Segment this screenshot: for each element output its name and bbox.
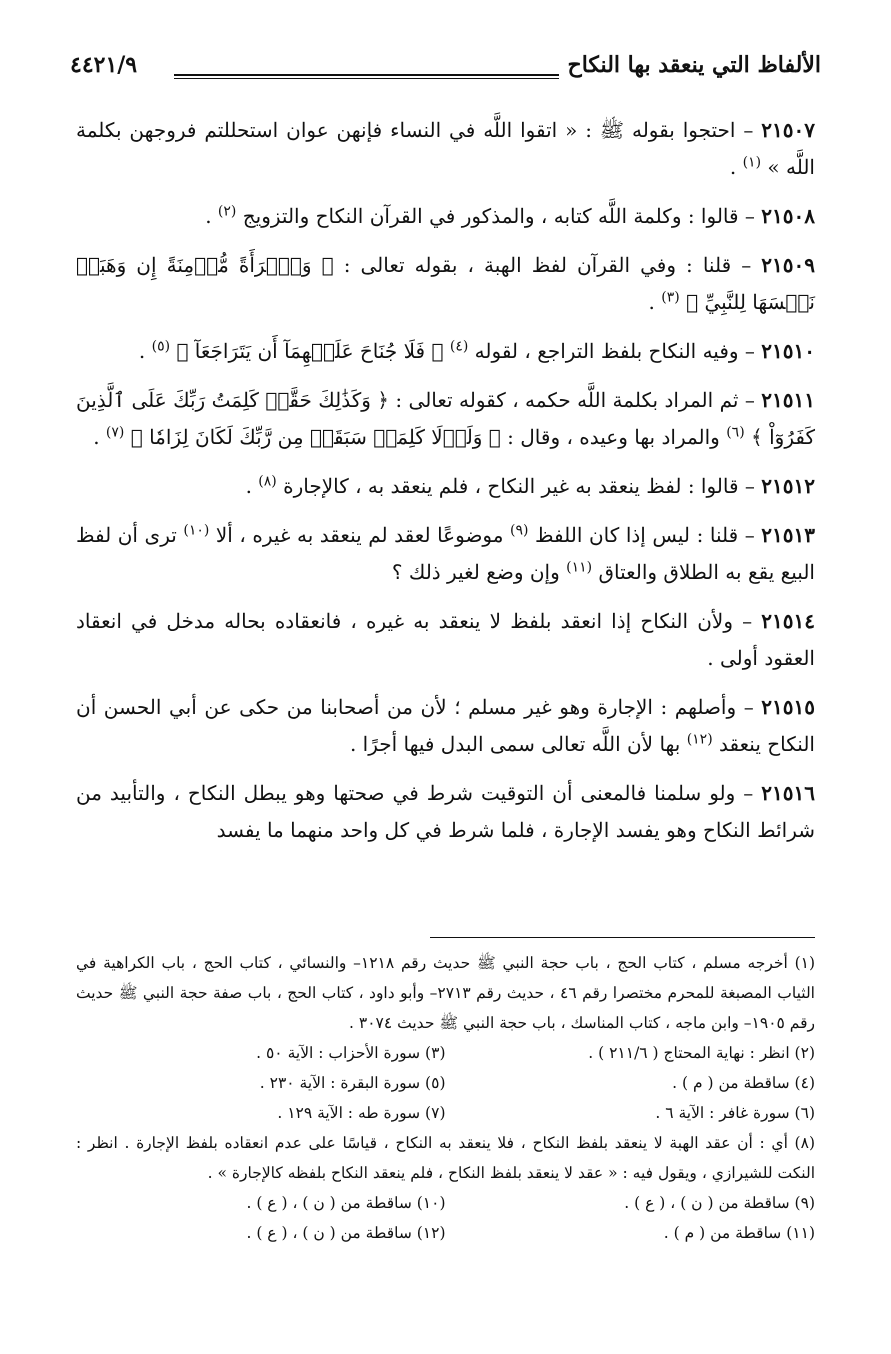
paragraph-text: – قلنا : وفي القرآن لفظ الهبة ، بقوله تعالى : ﴿ وَٱمۡرَأَةً مُّؤۡمِنَةً إِن وَهَبَتۡ نَفۡسَهَا لِلنَّبِيِّ ﴾ (76, 253, 815, 314)
footnote-marker: (٩) (510, 522, 529, 539)
footnote-8: (٨) أي : أن عقد الهبة لا ينعقد بلفظ النكاح ، فلا ينعقد به النكاح ، قياسًا على عدم انعقاده بلفظ الإجارة . انظر : النكت للشيرازي ، ويقول فيه : « عقد لا ينعقد بلفظ النكاح ، فلم ينعقد النكاح بلفظه كالإجارة » . (76, 1134, 815, 1182)
paragraph-text: . (648, 290, 662, 314)
footnote-10: (١٠) ساقطة من ( ن ) ، ( ع ) . (246, 1194, 446, 1212)
footnote-marker: (١١) (566, 559, 593, 576)
footnote-separator (430, 937, 815, 938)
footnote-3: (٣) سورة الأحزاب : الآية ٥٠ . (256, 1044, 446, 1062)
paragraph (76, 775, 815, 849)
paragraph-number: ٢١٥١٠ (761, 339, 815, 363)
paragraph (76, 333, 815, 370)
main-text (76, 112, 815, 861)
paragraph-text: . (138, 339, 152, 363)
paragraph-text: . (93, 425, 106, 449)
footnote-1: (١) أخرجه مسلم ، كتاب الحج ، باب حجة النبي ﷺ حديث رقم ١٢١٨– والنسائي ، كتاب الحج ، باب الكراهية في الثياب المصبغة للمحرم مختصرا رقم ٤٦ ، حديث رقم ٢٧١٣– وأبو داود ، كتاب الحج ، باب صفة حجة النبي ﷺ حديث رقم ١٩٠٥– وابن ماجه ، كتاب المناسك ، باب حجة النبي ﷺ حديث ٣٠٧٤ . (76, 954, 816, 1032)
paragraph-text: – احتجوا بقوله ﷺ : « اتقوا اللَّه في النساء فإنهن عوان استحللتم فروجهن بكلمة اللَّه » (76, 118, 815, 179)
footnote-9: (٩) ساقطة من ( ن ) ، ( ع ) . (624, 1194, 815, 1212)
paragraph-text: والمراد بها وعيده ، وقال : ﴿ وَلَوۡلَا كَلِمَةٞ سَبَقَتۡ مِن رَّبِّكَ لَكَانَ لِزَامٗا ﴾ (124, 425, 727, 449)
footnote-12: (١٢) ساقطة من ( ن ) ، ( ع ) . (246, 1224, 446, 1242)
footnote-marker: (٣) (661, 289, 680, 306)
footnote-marker: (١٢) (686, 731, 713, 748)
paragraph (76, 382, 815, 456)
page-number: ٤٤٢١/٩ (70, 52, 138, 78)
paragraph (76, 517, 815, 591)
running-header (70, 52, 821, 92)
paragraph (76, 603, 815, 677)
paragraph-text: – ثم المراد بكلمة اللَّه حكمه ، كقوله تعالى : ﴿ وَكَذَٰلِكَ حَقَّتۡ كَلِمَتُ رَبِّكَ عَلَى ٱلَّذِينَ كَفَرُوٓاْ ﴾ (76, 388, 815, 449)
footnote-marker: (١٠) (183, 522, 210, 539)
footnote-11: (١١) ساقطة من ( م ) . (663, 1224, 815, 1242)
footnote-marker: (٢) (217, 203, 237, 220)
paragraph (76, 112, 815, 186)
paragraph-text: . (729, 155, 743, 179)
paragraph-text: – قالوا : لفظ ينعقد به غير النكاح ، فلم ينعقد به ، كالإجارة (276, 474, 762, 498)
paragraph-text: – قالوا : وكلمة اللَّه كتابه ، والمذكور في القرآن النكاح والتزويج (236, 204, 762, 228)
footnote-marker: (٤) (449, 338, 469, 355)
footnote-marker: (٦) (726, 424, 745, 441)
paragraph (76, 198, 815, 235)
paragraph-text: – وفيه النكاح بلفظ التراجع ، لقوله (468, 339, 762, 363)
paragraph-number: ٢١٥١٦ (761, 781, 815, 805)
paragraph (76, 247, 815, 321)
footnote-6: (٦) سورة غافر : الآية ٦ . (655, 1104, 815, 1122)
footnote-5: (٥) سورة البقرة : الآية ٢٣٠ . (259, 1074, 446, 1092)
paragraph (76, 689, 815, 763)
paragraph-text: ﴿ فَلَا جُنَاحَ عَلَيۡهِمَآ أَن يَتَرَاجَعَآ ﴾ (170, 339, 450, 363)
footnote-2: (٢) انظر : نهاية المحتاج ( ٢١١/٦ ) . (588, 1044, 815, 1062)
paragraph-number: ٢١٥١٢ (761, 474, 815, 498)
paragraph-number: ٢١٥٠٧ (761, 118, 815, 142)
footnote-4: (٤) ساقطة من ( م ) . (672, 1074, 815, 1092)
footnote-marker: (٥) (151, 338, 171, 355)
paragraph-text: وإن وضع لغير ذلك ؟ (391, 560, 567, 584)
footnotes (76, 948, 815, 1248)
paragraph-number: ٢١٥١٣ (761, 523, 815, 547)
paragraph-number: ٢١٥٠٩ (761, 253, 815, 277)
paragraph-number: ٢١٥١٥ (761, 695, 815, 719)
paragraph-number: ٢١٥١١ (761, 388, 815, 412)
paragraph-text: – ولو سلمنا فالمعنى أن التوقيت شرط في صحتها وهو يبطل النكاح ، والتأبيد من شرائط النكاح وهو يفسد الإجارة ، فلما شرط في كل واحد منهما ما يفسد (76, 781, 815, 842)
footnote-7: (٧) سورة طه : الآية ١٢٩ . (277, 1104, 446, 1122)
paragraph-number: ٢١٥١٤ (761, 609, 815, 633)
paragraph-text: – ولأن النكاح إذا انعقد بلفظ لا ينعقد به غيره ، فانعقاده بحاله مدخل في انعقاد العقود أولى . (76, 609, 815, 670)
paragraph-text: موضوعًا لعقد لم ينعقد به غيره ، ألا (209, 523, 511, 547)
paragraph (76, 468, 815, 505)
paragraph-text: – وأصلهم : الإجارة وهو غير مسلم ؛ لأن من أصحابنا من حكى عن أبي الحسن أن النكاح ينعقد (76, 695, 815, 756)
footnote-marker: (٨) (258, 473, 277, 490)
paragraph-text: – قلنا : ليس إذا كان اللفظ (528, 523, 762, 547)
paragraph-text: ترى أن لفظ البيع يقع به الطلاق والعتاق (76, 523, 815, 584)
paragraph-text: . (245, 474, 259, 498)
footnote-marker: (٧) (105, 424, 125, 441)
footnote-marker: (١) (742, 154, 762, 171)
paragraph-text: . (205, 204, 218, 228)
paragraph-text: بها لأن اللَّه تعالى سمى البدل فيها أجرًا . (349, 732, 687, 756)
header-rule (174, 74, 559, 79)
paragraph-number: ٢١٥٠٨ (761, 204, 815, 228)
header-title: الألفاظ التي ينعقد بها النكاح (567, 52, 821, 78)
